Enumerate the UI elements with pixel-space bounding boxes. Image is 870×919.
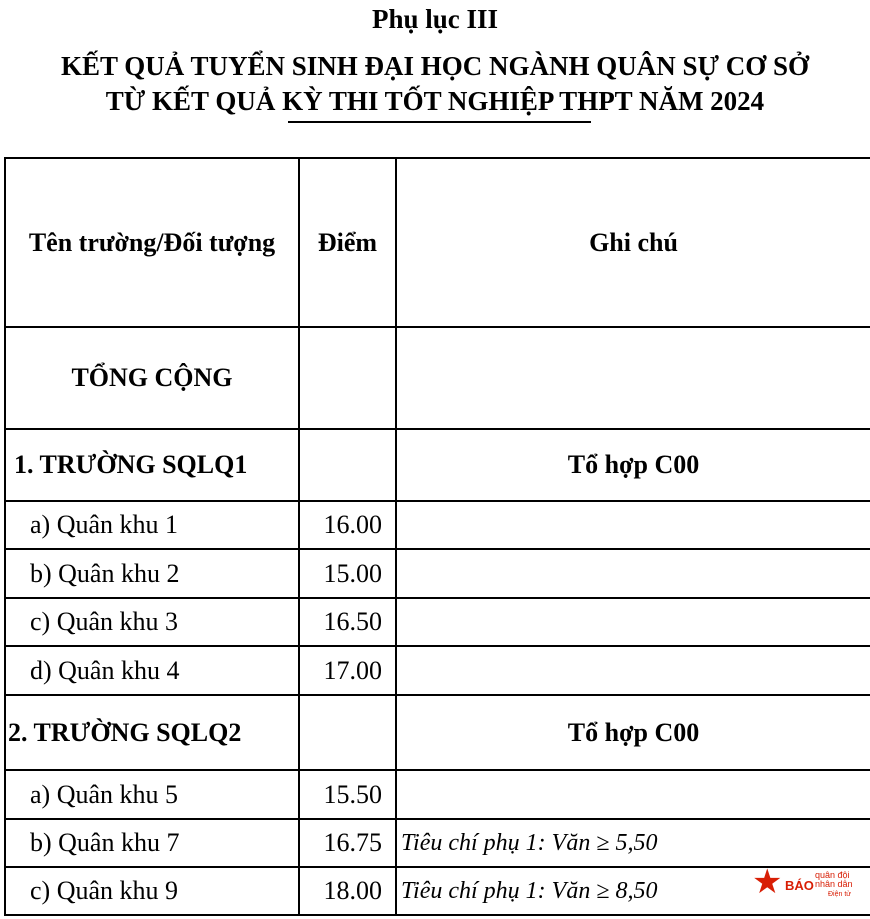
row-score: 16.00: [323, 510, 382, 539]
row-score: 16.75: [323, 828, 382, 857]
row-name: 1. TRƯỜNG SQLQ1: [14, 450, 248, 479]
watermark-edition: Điện tử: [828, 891, 851, 898]
row-name: TỔNG CỘNG: [71, 363, 233, 392]
row-name: b) Quân khu 7: [30, 828, 180, 857]
row-name: 2. TRƯỜNG SQLQ2: [8, 717, 242, 747]
table-border: [4, 914, 870, 916]
row-name: d) Quân khu 4: [30, 655, 180, 685]
title-underline: [288, 121, 591, 123]
row-name: b) Quân khu 2: [30, 558, 180, 588]
table-border: [4, 157, 6, 916]
row-note: Tiêu chí phụ 1: Văn ≥ 8,50: [401, 877, 658, 904]
appendix-label: Phụ lục III: [371, 4, 499, 34]
row-score: 17.00: [323, 655, 382, 685]
star-icon: ★: [752, 864, 783, 901]
row-note: Tổ hợp C00: [567, 717, 700, 747]
row-score: 18.00: [323, 876, 382, 905]
watermark-brand: BÁO: [785, 878, 814, 893]
row-name: a) Quân khu 1: [30, 510, 179, 539]
row-note: Tiêu chí phụ 1: Văn ≥ 5,50: [401, 829, 658, 856]
document-subtitle: TỪ KẾT QUẢ KỲ THI TỐT NGHIỆP THPT NĂM 2024: [105, 86, 765, 116]
column-header-score: Điểm: [317, 227, 378, 257]
row-name: c) Quân khu 3: [30, 607, 179, 636]
column-header-note: Ghi chú: [589, 227, 678, 257]
row-score: 15.50: [323, 779, 382, 809]
row-name: a) Quân khu 5: [30, 779, 179, 809]
document-title: KẾT QUẢ TUYỂN SINH ĐẠI HỌC NGÀNH QUÂN SỰ CƠ SỞ: [60, 51, 810, 81]
row-score: 15.00: [323, 558, 382, 588]
newspaper-watermark-logo: [752, 864, 862, 912]
row-note: Tổ hợp C00: [567, 450, 700, 479]
column-header-name: Tên trường/Đối tượng: [28, 227, 276, 257]
row-name: c) Quân khu 9: [30, 876, 179, 905]
watermark-subtitle: quân đội nhân dân: [815, 870, 853, 889]
row-score: 16.50: [323, 607, 382, 636]
